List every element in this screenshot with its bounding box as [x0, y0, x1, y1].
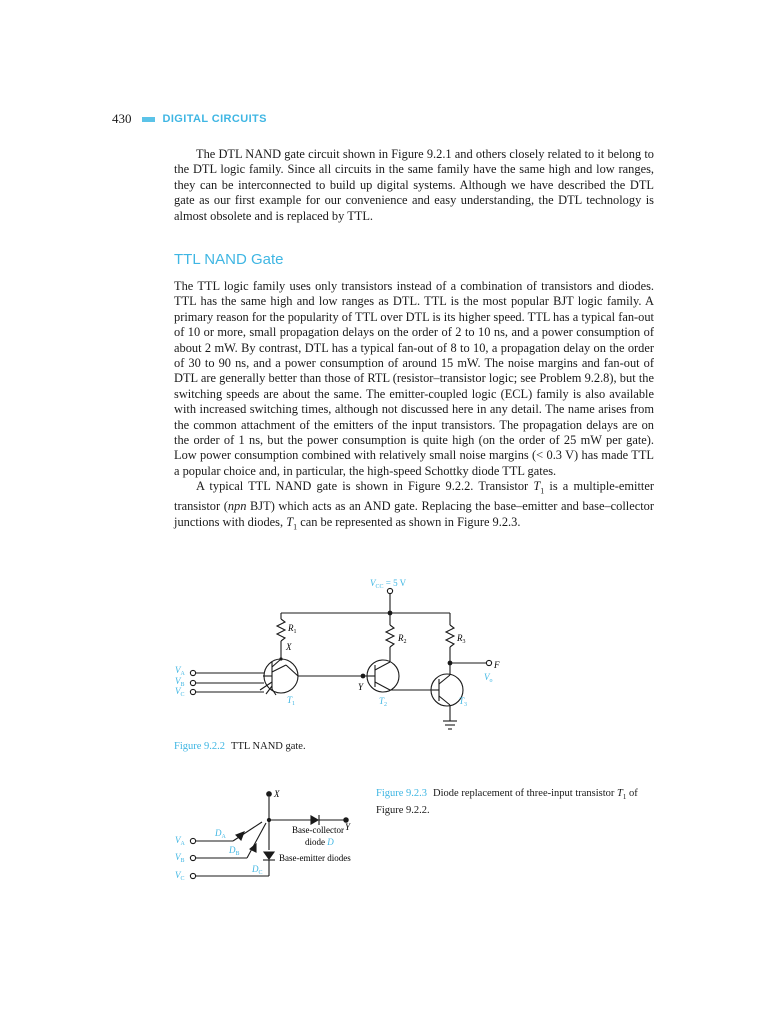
vo-label: $V_o$: [484, 672, 493, 684]
para2-t1-subscript-2: 1: [293, 522, 298, 532]
t3-label: $T_3$: [459, 696, 468, 708]
r2-label: $R_2$: [398, 633, 407, 645]
bc-label-1: Base-collector: [292, 825, 344, 835]
figure-923-caption-sub: 1: [622, 793, 627, 802]
fig923-vb-label: $V_B$: [175, 852, 185, 864]
para2-text-2: is a multiple-emitter transistor (: [174, 479, 654, 514]
dc-label: $D_C$: [252, 864, 263, 876]
body-paragraph-1: The TTL logic family uses only transistors instead of a combination of transistors and diodes. TTL has the same high and low ranges as DTL. TTL is the most popular BJT logic family. A primary reason for the popularity of TTL over DTL is its higher speed. TTL has a typical fan-out of 10 or more, small propagation delays on the order of 2 to 10 ns, and a power consumption of about 2 mW. By contrast, DTL has a typical fan-out of 8 to 10, a propagation delay on the order of 30 to 90 ns, and a power consumption of around 15 mW. The noise margins and fan-out of DTL are generally better than those of RTL (resistor–transistor logic; see Problem 9.2.8), but the switching speeds are about the same. The emitter-coupled logic (ECL) family is also available with increased switching times, although not discussed here in any detail. The name arises from the common attachment of the emitters of the input transistors. The propagation delays are on the order of 1 ns, but the power consumption is quite high (on the order of 25 mW per gate). Low power consumption combined with relatively small noise margins (< 0.3 V) has made TTL a popular choice and, in particular, the high-speed Schottky diode TTL gates.: [174, 279, 654, 478]
figure-923-caption-text-2: of Figure 9.2.2.: [376, 788, 638, 817]
chapter-title: DIGITAL CIRCUITS: [162, 113, 267, 125]
vcc-label: $V_{CC} = 5$ V: [370, 578, 407, 590]
figure-922-label: Figure 9.2.2: [174, 741, 226, 752]
para2-t1-symbol-2: T: [286, 514, 294, 529]
figure-923-label: Figure 9.2.3: [376, 788, 428, 799]
r1-label: $R_1$: [288, 623, 297, 635]
node-f-label: F: [494, 660, 500, 670]
para2-npn: npn: [227, 499, 247, 514]
t1-label: $T_1$: [287, 695, 296, 707]
vb-label: $V_B$: [175, 676, 185, 688]
bc-label-2: diode D: [305, 837, 334, 847]
para2-t1-symbol: T: [533, 479, 541, 494]
figure-923-caption-t: T: [617, 788, 623, 799]
fig923-va-label: $V_A$: [175, 835, 185, 847]
t2-label: $T_2$: [379, 696, 388, 708]
para2-text-1: A typical TTL NAND gate is shown in Figure 9.2.2. Transistor: [196, 479, 534, 494]
figure-923-caption-text-1: Diode replacement of three-input transistor: [433, 788, 618, 799]
para2-text-3: BJT) which acts as an AND gate. Replacing the base–emitter and base–collector junctions with diodes,: [174, 499, 654, 529]
be-label: Base-emitter diodes: [279, 853, 351, 863]
db-label: $D_B$: [229, 845, 240, 857]
figure-922-caption-text: TTL NAND gate.: [231, 741, 306, 752]
da-label: $D_A$: [215, 828, 226, 840]
fig923-y-label: Y: [345, 822, 351, 832]
fig923-x-label: X: [274, 789, 280, 799]
figure-922-caption: [174, 740, 306, 753]
para2-t1-subscript: 1: [540, 486, 545, 496]
page-number: 430: [112, 111, 132, 126]
para2-text-4: can be represented as shown in Figure 9.2.3.: [297, 514, 521, 529]
r3-label: $R_3$: [457, 633, 466, 645]
node-y-label: Y: [358, 682, 364, 692]
figure-923-caption: [376, 787, 666, 817]
fig923-vc-label: $V_C$: [175, 870, 185, 882]
vc-label: $V_C$: [175, 686, 185, 698]
node-x-label: X: [286, 642, 292, 652]
intro-paragraph: The DTL NAND gate circuit shown in Figure 9.2.1 and others closely related to it belong to the DTL logic family. Since all circuits in the same family have the same high and low ranges, they can be interconnected to build up digital systems. Although we have described the DTL gate as our first example for our convenience and easy understanding, the DTL technology is almost obsolete and is replaced by TTL.: [174, 147, 654, 223]
section-heading: TTL NAND Gate: [174, 251, 284, 268]
va-label: $V_A$: [175, 665, 185, 677]
